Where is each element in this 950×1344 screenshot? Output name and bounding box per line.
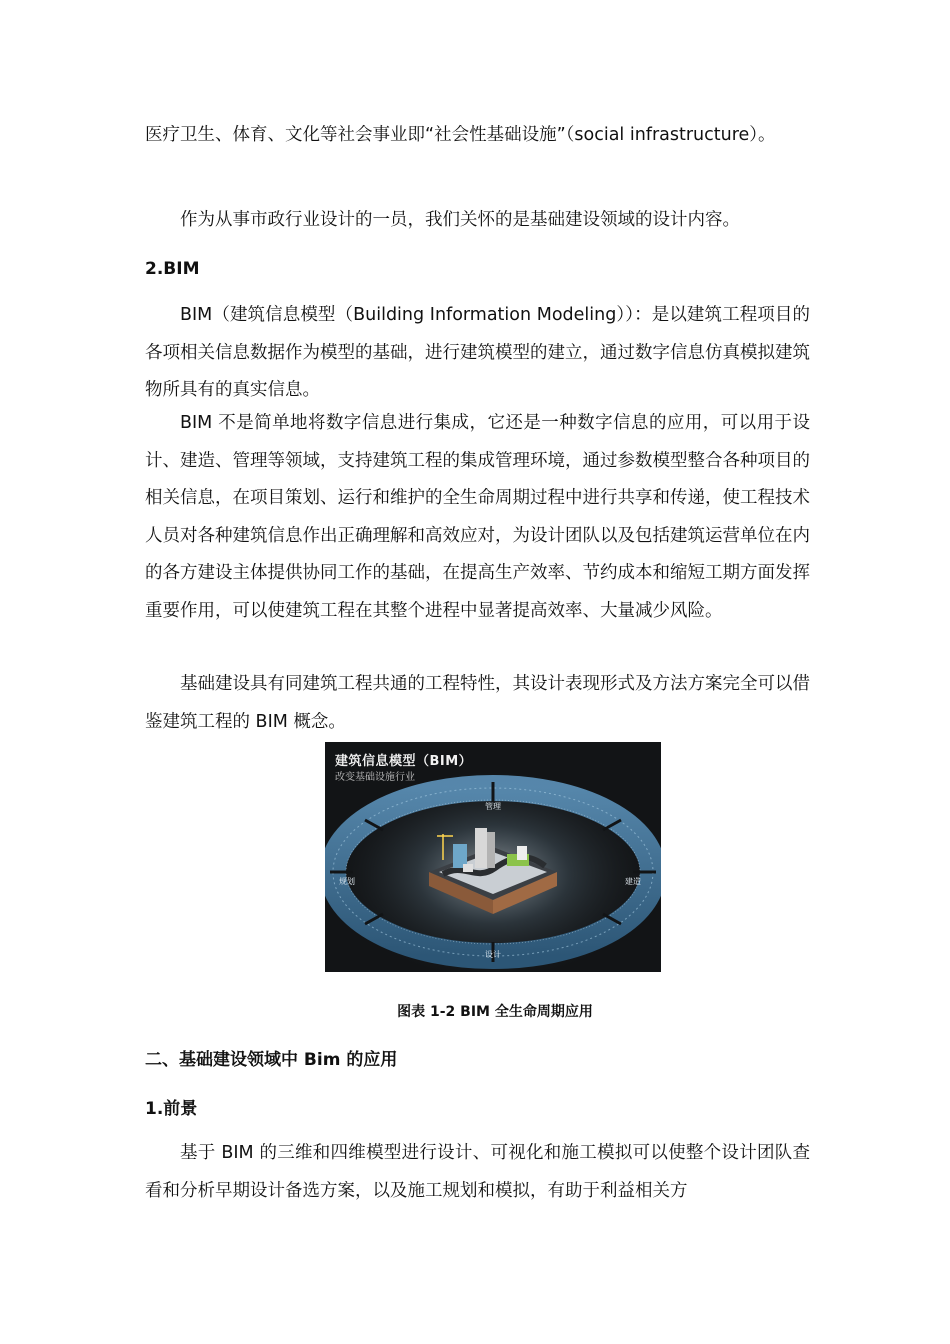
paragraph-bim-application: BIM 不是简单地将数字信息进行集成，它还是一种数字信息的应用，可以用于设计、建造、管理等领域，支持建筑工程的集成管理环境，通过参数模型整合各种项目的相关信息，在项目策划、运行和维护的全生命周期过程中进行共享和传递，使工程技术人员对各种建筑信息作出正确理解和高效应对，为设计团队以及包括建筑运营单位在内的各方建设主体提供协同工作的基础，在提高生产效率、节约成本和缩短工期方面发挥重要作用，可以使建筑工程在其整个进程中显著提高效率、大量减少风险。 xyxy=(145,413,810,621)
ring-label-design: 设计 xyxy=(485,950,501,959)
section-heading-2: 二、基础建设领域中 Bim 的应用 xyxy=(145,1050,398,1070)
paragraph-municipal-design: 作为从事市政行业设计的一员，我们关怀的是基础建设领域的设计内容。 xyxy=(180,210,740,230)
paragraph-infrastructure-bim: 基础建设具有同建筑工程共通的工程特性，其设计表现形式及方法方案完全可以借鉴建筑工程的 BIM 概念。 xyxy=(145,674,810,732)
ring-label-management: 管理 xyxy=(485,802,501,811)
figure-subtitle: 改变基础设施行业 xyxy=(335,772,415,783)
figure-title: 建筑信息模型（BIM） xyxy=(335,754,473,769)
figure-caption: 图表 1-2 BIM 全生命周期应用 xyxy=(397,1004,593,1020)
bim-lifecycle-figure xyxy=(325,742,661,972)
paragraph-bim-definition: BIM（建筑信息模型（Building Information Modeling））：是以建筑工程项目的各项相关信息数据作为模型的基础，进行建筑模型的建立，通过数字信息仿真模拟建筑物所具有的真实信息。 xyxy=(145,305,810,401)
paragraph-prospects: 基于 BIM 的三维和四维模型进行设计、可视化和施工模拟可以使整个设计团队查看和分析早期设计备选方案，以及施工规划和模拟，有助于利益相关方 xyxy=(145,1143,810,1201)
ring-label-planning: 规划 xyxy=(339,877,355,886)
heading-bim: 2.BIM xyxy=(145,259,200,279)
ring-label-construction: 建造 xyxy=(625,877,641,886)
sub-heading-prospects: 1.前景 xyxy=(145,1099,198,1119)
paragraph-social-infrastructure: 医疗卫生、体育、文化等社会事业即“社会性基础设施”（social infrastructure）。 xyxy=(145,125,776,145)
